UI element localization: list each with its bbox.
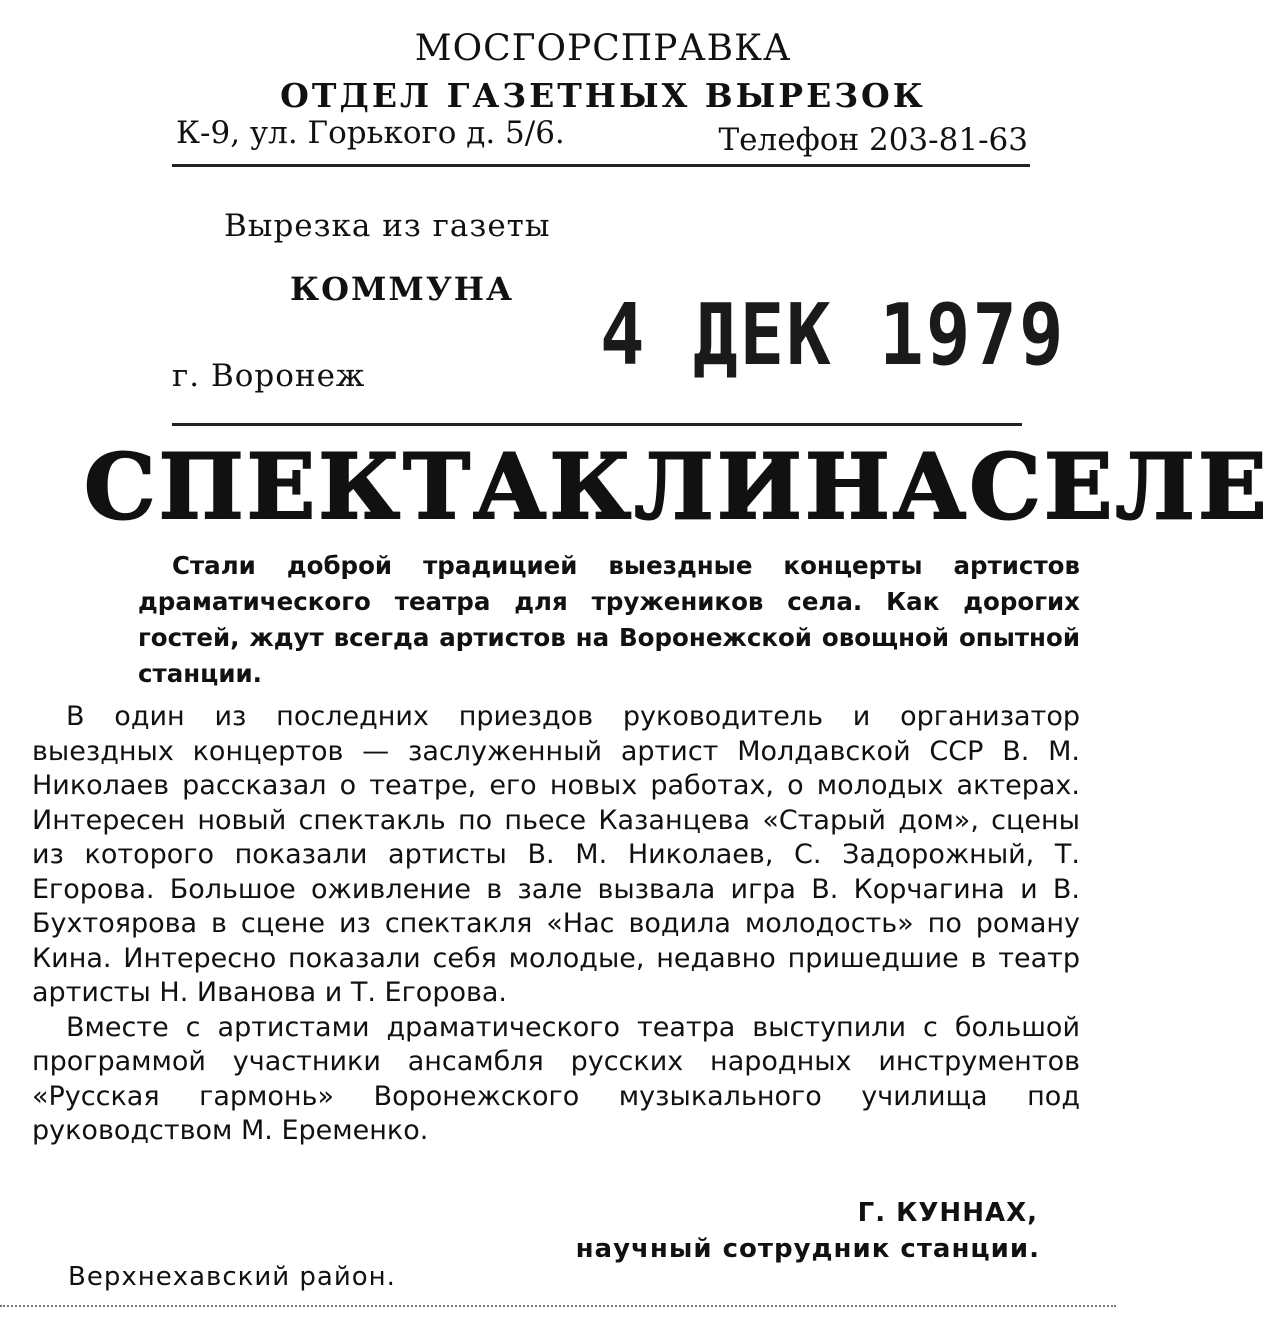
- agency-phone: Телефон 203-81-63: [718, 122, 1028, 158]
- agency-address: К-9, ул. Горького д. 5/6.: [176, 115, 565, 151]
- headline-word: СПЕКТАКЛИ: [84, 434, 805, 540]
- article-body: [32, 700, 1080, 1149]
- department-name: ОТДЕЛ ГАЗЕТНЫХ ВЫРЕЗОК: [280, 76, 926, 115]
- author-position: научный сотрудник станции.: [575, 1234, 1040, 1264]
- clipping-divider: [172, 423, 1022, 426]
- agency-name: МОСГОРСПРАВКА: [414, 28, 792, 69]
- headline-word: СЕЛЕ: [969, 434, 1270, 540]
- author-name: Г. КУННАХ,: [857, 1198, 1038, 1228]
- article-lead: Стали доброй традицией выездные концерты артистов драматического театра для тружеников села. Как дорогих гостей, ждут всегда артистов на Воронежской овощной опытной станции.: [138, 551, 1080, 688]
- district-name: Верхнехавский район.: [68, 1262, 396, 1292]
- article-paragraph: Вместе с артистами драматического театра выступили с большой программой участники ансамбля русских народных инструментов «Русская гармонь» Воронежского музыкального училища под руководством М. Еременко.: [32, 1011, 1080, 1146]
- article-paragraph: В один из последних приездов руководитель и организатор выездных концертов — заслуженный артист Молдавской ССР В. М. Николаев рассказал о театре, его новых работах, о молодых актерах. Интересен новый спектакль по пьесе Казанцева «Старый дом», сцены из которого показали артисты В. М. Николаев, С. Задорожный, Т. Егорова. Большое оживление в зале вызвала игра В. Корчагина и В. Бухтоярова в сцене из спектакля «Нас водила молодость» по роману Кина. Интересно показали себя молодые, недавно пришедшие в театр артисты Н. Иванова и Т. Егорова.: [32, 701, 1080, 1008]
- article-headline: [84, 434, 1270, 540]
- headline-word: НА: [804, 434, 970, 540]
- date-stamp: 4 ДЕК 1979: [600, 286, 1066, 385]
- newspaper-city: г. Воронеж: [172, 358, 366, 394]
- clipping-label: Вырезка из газеты: [224, 208, 551, 244]
- bottom-edge-divider: [0, 1305, 1116, 1307]
- newspaper-name: КОММУНА: [290, 270, 515, 308]
- header-divider: [172, 164, 1030, 167]
